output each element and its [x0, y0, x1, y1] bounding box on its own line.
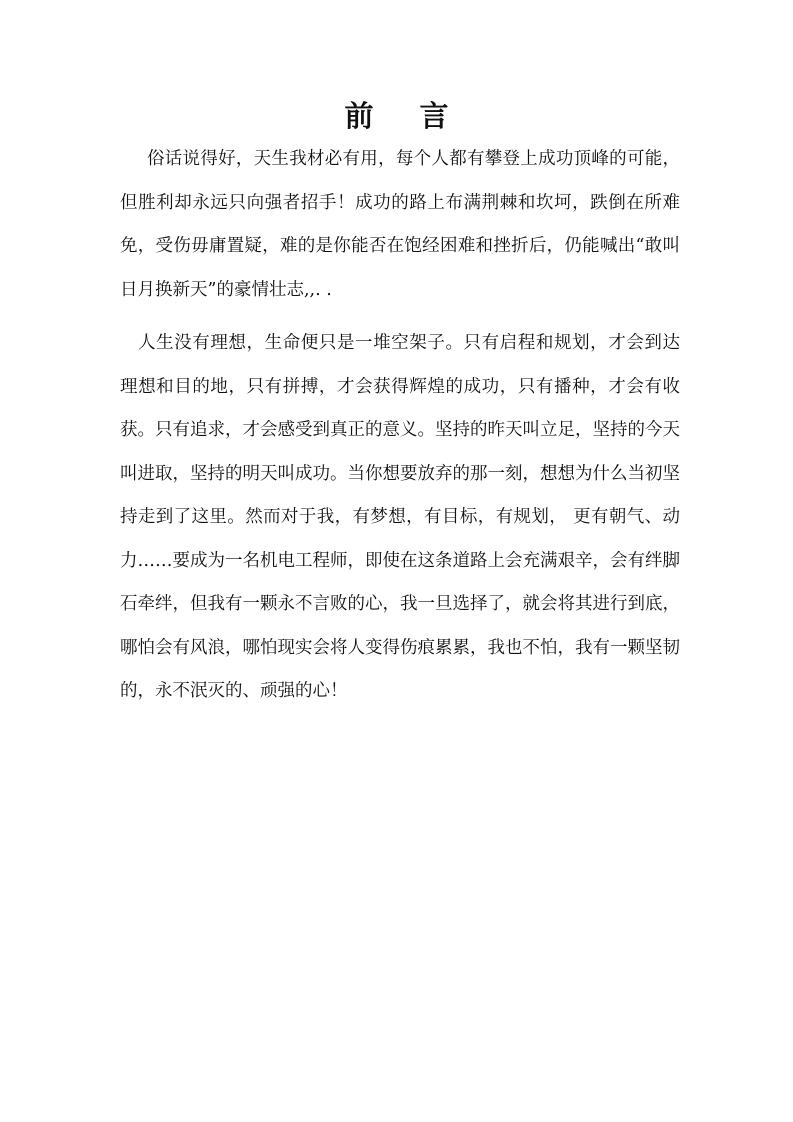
paragraph-ideals: 人生没有理想，生命便只是一堆空架子。只有启程和规划，才会到达理想和目的地，只有拼搏，才会获得辉煌的成功，只有播种，才会有收获。只有追求，才会感受到真正的意义。坚持的昨天叫立足，坚持的今天叫进取，坚持的明天叫成功。当你想要放弃的那一刻，想想为什么当初坚持走到了这里。然而对于我，有梦想，有目标，有规划， 更有朝气、动力……要成为一名机电工程师，即使在这条道路上会充满艰辛，会有绊脚石牵绊，但我有一颗永不言败的心，我一旦选择了，就会将其进行到底，哪怕会有风浪，哪怕现实会将人变得伤痕累累，我也不怕，我有一颗坚韧的，永不泯灭的、顽强的心！: [120, 333, 680, 701]
page-title: 前 言: [344, 99, 467, 133]
paragraph-intro: 俗话说得好，天生我材必有用，每个人都有攀登上成功顶峰的可能，但胜利却永远只向强者招手！成功的路上布满荆棘和坎坷，跌倒在所难免，受伤毋庸置疑，难的是你能否在饱经困难和挫折后，仍能喊出“敢叫日月换新天”的豪情壮志,,. .: [120, 149, 680, 300]
